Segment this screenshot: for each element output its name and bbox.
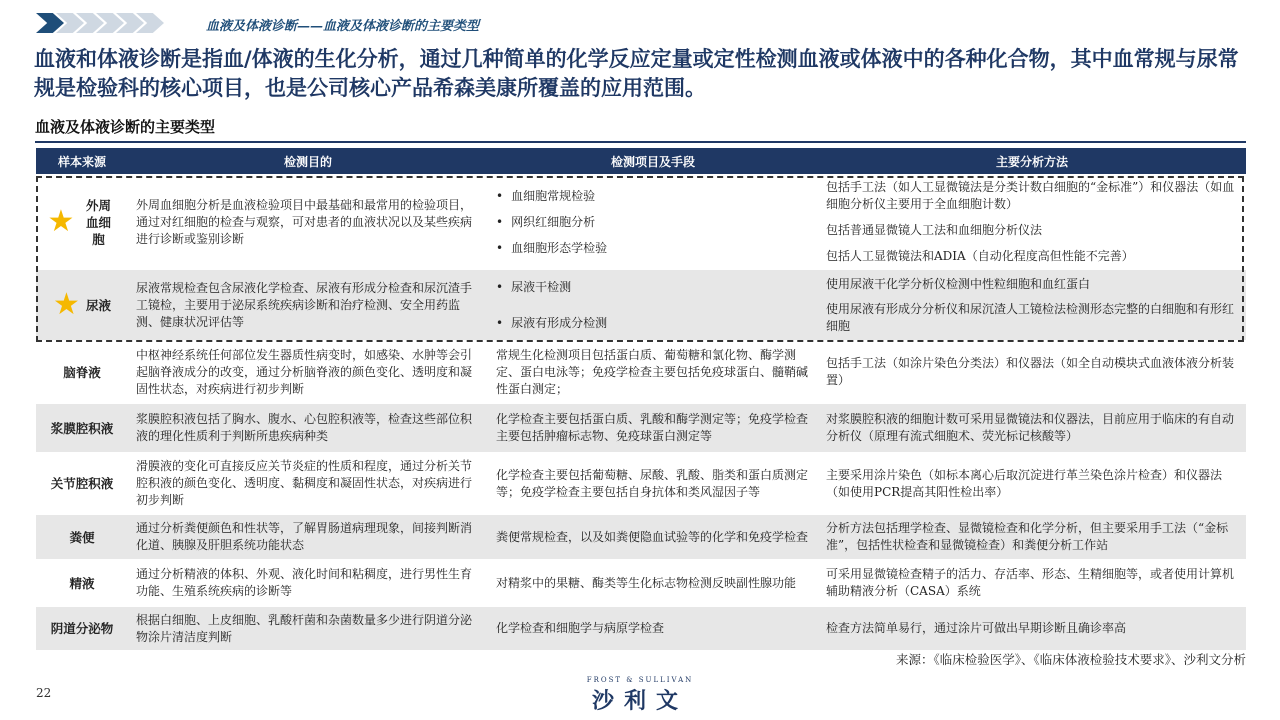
- table-row: [36, 403, 1246, 453]
- sample-source: 粪便: [36, 514, 128, 560]
- purpose-cell: 滑膜液的变化可直接反应关节炎症的性质和程度，通过分析关节腔积液的颜色变化、透明度、黏稠度和凝固性状态，对疾病进行初步判断: [128, 453, 488, 514]
- purpose-cell: 外周血细胞分析是血液检验项目中最基础和最常用的检验项目，通过对红细胞的检查与观察，可对患者的血液状况以及某些疾病进行诊断或鉴别诊断: [128, 174, 488, 270]
- list-item: 使用尿液干化学分析仪检测中性粒细胞和血红蛋白: [826, 276, 1091, 291]
- items-cell: • 血细胞常规检验 • 网织红细胞分析 • 血细胞形态学检验: [488, 174, 818, 270]
- items-cell: 对精浆中的果糖、酶类等生化标志物检测反映副性腺功能: [488, 560, 818, 606]
- list-item: 尿液干检测: [511, 279, 572, 294]
- breadcrumb: 血液及体液诊断——血液及体液诊断的主要类型: [206, 19, 480, 34]
- sample-source-cell: [36, 270, 128, 341]
- methods-cell: 分析方法包括理学检查、显微镜检查和化学分析，但主要采用手工法（“金标准”，包括性状检查和显微镜检查）和粪便分析工作站: [818, 514, 1246, 560]
- sample-source-cell: [36, 174, 128, 270]
- header-chevrons: [36, 13, 156, 33]
- methods-cell: [818, 270, 1246, 341]
- column-header: 检测项目及手段: [488, 148, 818, 174]
- page-number: 22: [36, 686, 52, 700]
- star-icon: ★: [53, 287, 80, 322]
- diagnosis-types-table: [36, 148, 1246, 650]
- list-item: 包括人工显微镜法和ADIA（自动化程度高但性能不完善）: [826, 249, 1134, 263]
- purpose-cell: 根据白细胞、上皮细胞、乳酸杆菌和杂菌数量多少进行阴道分泌物涂片清洁度判断: [128, 606, 488, 650]
- methods-cell: 检查方法简单易行，通过涂片可做出早期诊断且确诊率高: [818, 606, 1246, 650]
- page-headline: 血液和体液诊断是指血/体液的生化分析，通过几种简单的化学反应定量或定性检测血液或体液中的各种化合物，其中血常规与尿常规是检验科的核心项目，也是公司核心产品希森美康所覆盖的应用范围。: [34, 47, 1239, 100]
- list-item: 血细胞形态学检验: [511, 240, 608, 255]
- column-header: 检测目的: [128, 148, 488, 174]
- items-cell: 常规生化检测项目包括蛋白质、葡萄糖和氯化物、酶学测定、蛋白电泳等；免疫学检查主要包括免疫球蛋白、髓鞘碱性蛋白测定；: [488, 341, 818, 403]
- table-row: [36, 560, 1246, 606]
- sample-source: 精液: [36, 560, 128, 606]
- purpose-cell: 浆膜腔积液包括了胸水、腹水、心包腔积液等，检查这些部位积液的理化性质利于判断所患疾病种类: [128, 403, 488, 453]
- table-row: [36, 514, 1246, 560]
- purpose-cell: 通过分析粪便颜色和性状等，了解胃肠道病理现象，间接判断消化道、胰腺及肝胆系统功能状态: [128, 514, 488, 560]
- sample-source: 阴道分泌物: [36, 606, 128, 650]
- table-row-blood: [36, 174, 1246, 270]
- table-row-urine: [36, 270, 1246, 341]
- sample-source: 尿液: [85, 297, 111, 313]
- star-icon: ★: [47, 204, 75, 239]
- sample-source: 浆膜腔积液: [36, 403, 128, 453]
- table-header-row: [36, 148, 1246, 174]
- sample-source: 关节腔积液: [36, 453, 128, 514]
- source-note: 来源：《临床检验医学》、《临床体液检验技术要求》、沙利文分析: [895, 652, 1246, 667]
- methods-cell: [818, 174, 1246, 270]
- purpose-cell: 中枢神经系统任何部位发生器质性病变时，如感染、水肿等会引起脑脊液成分的改变，通过分析脑脊液的颜色变化、透明度和凝固性状态，对疾病进行初步判断: [128, 341, 488, 403]
- list-item: 网织红细胞分析: [511, 214, 596, 229]
- methods-cell: 可采用显微镜检查精子的活力、存活率、形态、生精细胞等，或者使用计算机辅助精液分析（CASA）系统: [818, 560, 1246, 606]
- methods-cell: 包括手工法（如涂片染色分类法）和仪器法（如全自动模块式血液体液分析装置）: [818, 341, 1246, 403]
- logo-chinese: 沙利文: [591, 689, 688, 714]
- list-item: 尿液有形成分检测: [511, 315, 608, 330]
- list-item: 包括手工法（如人工显微镜法是分类计数白细胞的“金标准”）和仪器法（如血细胞分析仪主要用于全血细胞计数）: [826, 180, 1235, 211]
- table-row: [36, 341, 1246, 403]
- sample-source: 脑脊液: [36, 341, 128, 403]
- purpose-cell: 尿液常规检查包含尿液化学检查、尿液有形成分检查和尿沉渣手工镜检，主要用于泌尿系统疾病诊断和治疗检测、安全用药监测、健康状况评估等: [128, 270, 488, 341]
- items-cell: • 尿液干检测 • 尿液有形成分检测: [488, 270, 818, 341]
- section-title: 血液及体液诊断的主要类型: [35, 118, 216, 136]
- methods-cell: 对浆膜腔积液的细胞计数可采用显微镜法和仪器法，目前应用于临床的有自动分析仪（原理有流式细胞术、荧光标记核酸等）: [818, 403, 1246, 453]
- table-row: [36, 453, 1246, 514]
- section-divider: [35, 141, 1246, 143]
- list-item: 包括普通显微镜人工法和血细胞分析仪法: [826, 223, 1043, 237]
- frost-sullivan-logo: [570, 676, 710, 715]
- sample-source: 外周血细胞: [85, 197, 111, 247]
- methods-cell: 主要采用涂片染色（如标本离心后取沉淀进行革兰染色涂片检查）和仪器法（如使用PCR提高其阳性检出率）: [818, 453, 1246, 514]
- items-cell: 化学检查主要包括蛋白质、乳酸和酶学测定等；免疫学检查主要包括肿瘤标志物、免疫球蛋白测定等: [488, 403, 818, 453]
- purpose-cell: 通过分析精液的体积、外观、液化时间和粘稠度，进行男性生育功能、生殖系统疾病的诊断等: [128, 560, 488, 606]
- column-header: 主要分析方法: [818, 148, 1246, 174]
- items-cell: 粪便常规检查，以及如粪便隐血试验等的化学和免疫学检查: [488, 514, 818, 560]
- table-row: [36, 606, 1246, 650]
- logo-wordmark: FROST & SULLIVAN: [586, 676, 694, 684]
- list-item: 使用尿液有形成分分析仪和尿沉渣人工镜检法检测形态完整的白细胞和有形红细胞: [826, 301, 1235, 333]
- column-header: 样本来源: [36, 148, 128, 174]
- items-cell: 化学检查主要包括葡萄糖、尿酸、乳酸、脂类和蛋白质测定等；免疫学检查主要包括自身抗体和类风湿因子等: [488, 453, 818, 514]
- list-item: 血细胞常规检验: [511, 188, 596, 203]
- items-cell: 化学检查和细胞学与病原学检查: [488, 606, 818, 650]
